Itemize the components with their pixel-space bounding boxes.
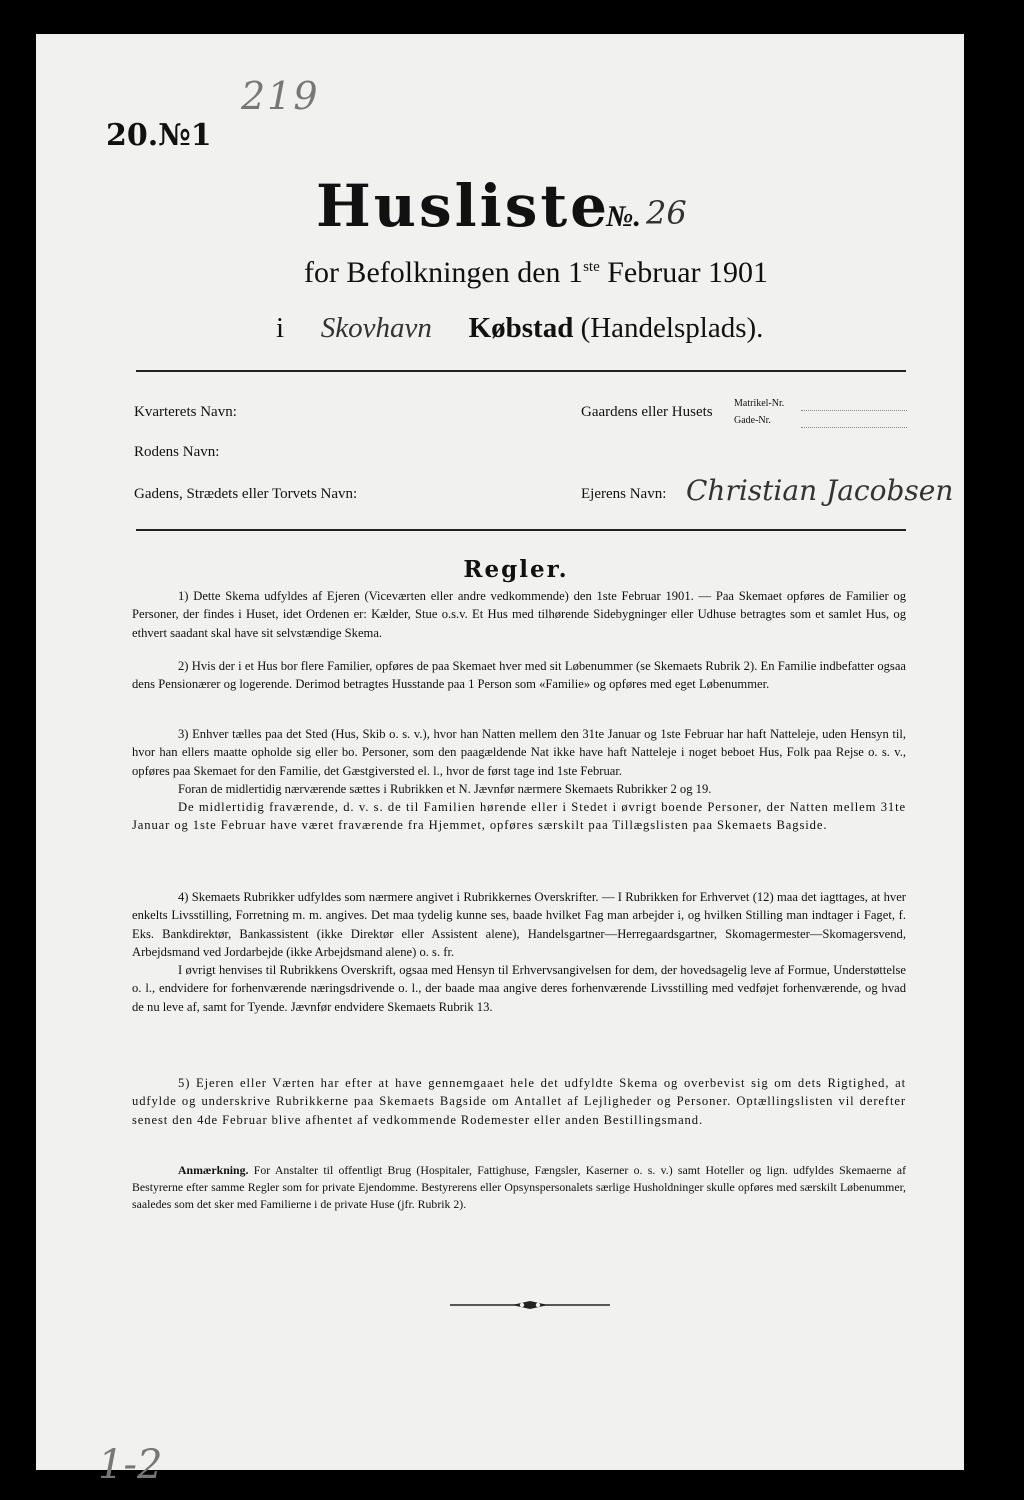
matrikel-line — [801, 410, 907, 411]
divider-bottom — [136, 529, 906, 531]
rule-3-absent: De midlertidig fraværende, d. v. s. de til Familien hørende eller i Stedet i øvrigt boende Personer, der Natten mellem 31te Januar og 1ste Februar have været fraværende fra Hjemmet, opføres særskilt paa Tillægslisten paa Skemaets Bagside. — [132, 800, 906, 833]
subtitle-suffix: Februar 1901 — [607, 256, 769, 289]
note — [132, 1162, 906, 1212]
rule-4 — [132, 888, 906, 1016]
subtitle-sup: ste — [583, 259, 600, 275]
subtitle-prefix: for Befolkningen den 1 — [303, 256, 584, 289]
gade-nr-label: Gade-Nr. — [734, 415, 771, 426]
list-number: 26 — [646, 194, 687, 232]
form-sheet — [36, 34, 964, 1488]
matrikel-label: Matrikel-Nr. — [734, 398, 785, 409]
place-name: Skovhavn — [320, 312, 432, 344]
rule-1-text: 1) Dette Skema udfyldes af Ejeren (Viceværten eller andre vedkommende) den 1ste Februar 1901. — Paa Skemaet opføres de Familier og Personer, der findes i Huset, idet Ordenen er: Kælder, Stue o.s.v. Et Hus med tilhørende Sidebygninger eller Udhuse betragtes som et samlet Hus, og ethvert saadant skal have sit selvstændige Skema. — [132, 589, 906, 640]
rule-5 — [132, 1074, 906, 1129]
ornament-divider — [450, 1300, 610, 1310]
form-code: 20.№1 — [106, 118, 212, 153]
rule-4-more: I øvrigt henvises til Rubrikkens Overskrift, ogsaa med Hensyn til Erhvervsangivelsen for dem, der hovedsagelig leve af Formue, Understøttelse o. l., endvidere for forhenværende næringsdrivende o. l., der baade maa angive deres forhenværende Livsstilling med vedføjet forhenværende, og hvad de nu leve af, samt for Tyende. Jævnfør endvidere Skemaets Rubrik 13. — [132, 963, 906, 1014]
page-mark: 1-2 — [98, 1442, 163, 1488]
gaden-label: Gadens, Strædets eller Torvets Navn: — [134, 486, 358, 502]
gaard-label: Gaardens eller Husets — [581, 404, 713, 420]
rule-2 — [132, 657, 906, 694]
rule-3-present: Foran de midlertidig nærværende sættes i Rubrikken et N. Jævnfør nærmere Skemaets Rubrikker 2 og 19. — [178, 781, 712, 796]
rule-1 — [132, 587, 906, 642]
place-alt: (Handelsplads). — [580, 312, 764, 344]
gaard-numbers — [734, 395, 784, 429]
gade-nr-line — [801, 427, 907, 428]
divider-top — [136, 370, 906, 372]
kvarter-label: Kvarterets Navn: — [134, 404, 237, 420]
owner-name: Christian Jacobsen — [686, 474, 954, 507]
rule-3-text: 3) Enhver tælles paa det Sted (Hus, Skib o. s. v.), hvor han Natten mellem den 31te Januar og 1ste Februar har haft Natteleje, uden Hensyn til, hvor han ellers maatte opholde sig eller bo. Personer, som den paagældende Nat ikke have haft Natteleje i noget beboet Hus, Folk paa Rejse o. s. v., opføres paa Skemaet for den Familie, det Gæstgiversted el. l., hvor de først tage ind 1ste Februar. — [132, 727, 906, 778]
rule-4-text: 4) Skemaets Rubrikker udfyldes som nærmere angivet i Rubrikkernes Overskrifter. — I Rubrikken for Erhvervet (12) maa det iagttages, at hver enkelts Livsstilling, Forretning m. m. angives. Det maa tydelig kunne ses, baade hvilket Fag man arbejder i, og hvilken Stilling man indtager i Faget, f. Eks. Bankdirektør, Bankassistent (ikke Direktør eller Assistent alene), Handelsgartner—Herregaardsgartner, Skomagermester—Skomagersvend, Arbejdsmand ved Jordarbejde (ikke Arbejdsmand alene) o. s. fr. — [132, 890, 906, 959]
rules-heading: Regler. — [463, 556, 569, 583]
subtitle — [256, 256, 816, 290]
title-block — [316, 172, 776, 242]
roden-label: Rodens Navn: — [134, 444, 220, 460]
place-prefix: i — [276, 312, 285, 344]
rule-5-text: 5) Ejeren eller Værten har efter at have gennemgaaet hele det udfyldte Skema og overbevist sig om dets Rigtighed, at udfylde og underskrive Rubrikkerne paa Skemaets Bagside om Antallet af Lejligheder og Personer. Optællingslisten vil derefter senest den 4de Februar blive afhentet af vedkommende Rodemester eller anden Bestillingsmand. — [132, 1076, 906, 1127]
ejer-label: Ejerens Navn: — [581, 486, 667, 502]
note-lead: Anmærkning. — [178, 1163, 249, 1177]
rule-3 — [132, 725, 906, 835]
number-label: №. — [606, 200, 641, 233]
place-type: Købstad — [468, 312, 574, 344]
note-body: For Anstalter til offentligt Brug (Hospitaler, Fattighuse, Fængsler, Kaserner o. s. v.) samt Hoteller og lign. udfyldes Skemaerne af Bestyrerne efter samme Regler som for private Ejendomme. Bestyrerens eller Opsynspersonalets særlige Husholdninger skulle opføres med særskilt Løbenummer, saaledes som det sker med Familierne i de private Huse (jfr. Rubrik 2). — [132, 1163, 906, 1211]
place-line — [276, 312, 816, 345]
archive-ref-number: 219 — [241, 74, 320, 118]
page-title: Husliste — [316, 172, 611, 240]
rule-2-text: 2) Hvis der i et Hus bor flere Familier, opføres de paa Skemaet hver med sit Løbenummer (se Skemaets Rubrik 2). En Familie indbefatter ogsaa dens Pensionærer og logerende. Derimod betragtes Husstande paa 1 Person som «Familie» og opføres med eget Løbenummer. — [132, 659, 906, 692]
